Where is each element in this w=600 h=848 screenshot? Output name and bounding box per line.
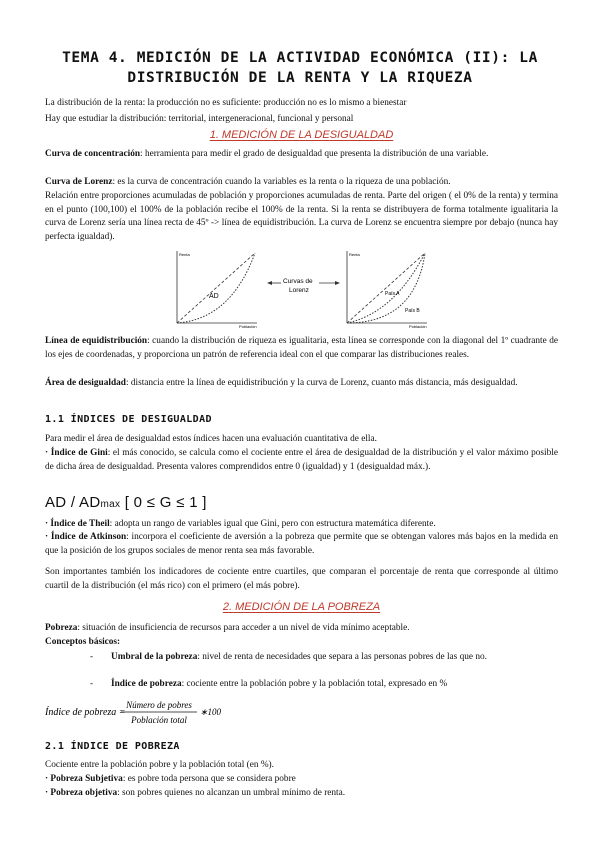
- paragraph-indices-intro: Para medir el área de desigualdad estos índices hacen una evaluación cuantitativa de ella.: [45, 434, 377, 444]
- paragraph-equidistribucion: [45, 335, 558, 362]
- paragraph-pobreza-subjetiva: [45, 773, 558, 787]
- figure-background: [169, 247, 459, 331]
- section-heading-pobreza: 2. MEDICIÓN DE LA POBREZA: [222, 601, 381, 613]
- term-equidistribucion: Línea de equidistribución: [45, 336, 148, 346]
- subsection-heading-indice-pobreza: 2.1 ÍNDICE DE POBREZA: [45, 741, 180, 752]
- text-equidistribucion: : cuando la distribución de riqueza es igualitaria, esta línea se corresponde con la diagonal del 1º cuadrante de los ejes de coordenadas, y proporciona un patrón de referencia ideal con el que comparar las distribuciones reales.: [45, 336, 558, 360]
- paragraph-conceptos: [45, 636, 558, 650]
- right-x-label: Población: [409, 324, 427, 329]
- term-conceptos: Conceptos básicos:: [45, 637, 121, 647]
- left-x-label: Población: [239, 324, 257, 329]
- subsection-heading-indices: 1.1 ÍNDICES DE DESIGUALDAD: [45, 414, 212, 425]
- center-label-2: Lorenz: [289, 287, 309, 294]
- text-umbral: : nivel de renta de necesidades que separa a las personas pobres de las que no.: [197, 652, 487, 662]
- term-indice-pobreza: Índice de pobreza: [111, 679, 182, 689]
- paragraph-pobreza: [45, 622, 558, 636]
- paragraph-curva-concentracion: [45, 148, 558, 162]
- text-theil: : adopta un rango de variables igual que Gini, pero con estructura matemática diferente.: [109, 519, 436, 529]
- term-pobreza-subjetiva: · Pobreza Subjetiva: [45, 774, 123, 784]
- paragraph-lorenz-relacion: Relación entre proporciones acumuladas de población y proporciones acumuladas de renta. Parte del origen ( el 0% de la renta) y termina en el punto (100,100) el 100% de la población recibe el 100% de la renta. Si la renta se distribuyera de forma totalmente igualitaria la curva de Lorenz sería una línea recta de 45º -> línea de equidistribución. La curva de Lorenz se encuentra siempre por debajo (nunca hay perfecta igualdad).: [45, 191, 558, 242]
- paragraph-area-desigualdad: [45, 377, 558, 391]
- paragraph-cociente: Cociente entre la población pobre y la población total (en %).: [45, 760, 274, 770]
- list-item-indice-pobreza: [92, 678, 558, 692]
- paragraph-gini: [45, 447, 558, 474]
- gini-formula-subscript: max: [100, 499, 121, 510]
- equation-denominator: Población total: [131, 715, 187, 725]
- term-umbral: Umbral de la pobreza: [111, 652, 198, 662]
- title-line-2: DISTRIBUCIÓN DE LA RENTA Y LA RIQUEZA: [127, 70, 473, 86]
- equation-multiplier: ∗100: [200, 707, 222, 717]
- term-curva-lorenz: Curva de Lorenz: [45, 177, 113, 187]
- text-pobreza: : situación de insuficiencia de recursos para acceder a un nivel de vida mínimo aceptable.: [77, 623, 410, 633]
- intro-paragraph-1: La distribución de la renta: la producción no es suficiente: producción no es lo mismo a bienestar: [45, 98, 407, 108]
- gini-formula: [45, 494, 207, 511]
- paragraph-cuartiles: Son importantes también los indicadores de cociente entre cuartiles, que comparan el porcentaje de renta que corresponde al último cuartil de la distribución (el más rico) con el primero (el más pobre).: [45, 567, 558, 591]
- list-item-indice-pobreza-text: [111, 678, 558, 692]
- text-curva-concentracion: : herramienta para medir el grado de desigualdad que presenta la distribución de una variable.: [140, 149, 489, 159]
- right-curve-b-label: País B: [405, 308, 420, 314]
- term-atkinson: · Índice de Atkinson: [45, 532, 127, 542]
- term-curva-concentracion: Curva de concentración: [45, 149, 141, 159]
- paragraph-theil: [45, 518, 558, 532]
- right-curve-a-label: País A: [385, 291, 400, 297]
- text-pobreza-subjetiva: : es pobre toda persona que se considera pobre: [122, 774, 296, 784]
- paragraph-pobreza-objetiva: [45, 787, 558, 801]
- term-area-desigualdad: Área de desigualdad: [45, 378, 126, 388]
- poverty-index-equation: [45, 696, 245, 728]
- paragraph-curva-lorenz: [45, 176, 558, 190]
- term-pobreza: Pobreza: [45, 623, 78, 633]
- list-item-umbral: [92, 651, 558, 679]
- left-area-label: AD: [209, 293, 219, 300]
- gini-formula-range: [ 0 ≤ G ≤ 1 ]: [120, 494, 207, 511]
- left-y-label: Renta: [179, 252, 190, 257]
- intro-paragraph-2: Hay que estudiar la distribución: territorial, intergeneracional, funcional y personal: [45, 114, 354, 124]
- bullet-dash: -: [90, 652, 94, 662]
- term-gini: · Índice de Gini: [45, 448, 108, 458]
- center-label-1: Curvas de: [283, 278, 313, 285]
- paragraph-atkinson: [45, 531, 558, 558]
- equation-numerator: Número de pobres: [126, 700, 192, 710]
- text-gini: : el más conocido, se calcula como el cociente entre el área de desigualdad de la distribución y el valor máximo posible de dicha área de desigualdad. Presenta valores comprendidos entre 0 (igualdad) y 1 (desigualdad máx.).: [45, 448, 558, 472]
- section-heading-desigualdad: 1. MEDICIÓN DE LA DESIGUALDAD: [209, 129, 394, 141]
- page-title: [30, 48, 570, 88]
- right-y-label: Renta: [349, 252, 360, 257]
- text-area-desigualdad: : distancia entre la línea de equidistribución y la curva de Lorenz, cuanto más distancia, más desigualdad.: [125, 378, 518, 388]
- gini-formula-main: AD / AD: [45, 494, 101, 511]
- text-pobreza-objetiva: : son pobres quienes no alcanzan un umbral mínimo de renta.: [117, 788, 346, 798]
- term-theil: · Índice de Theil: [45, 519, 110, 529]
- title-line-1: TEMA 4. MEDICIÓN DE LA ACTIVIDAD ECONÓMICA (II): LA: [62, 50, 538, 66]
- bullet-dash: -: [90, 679, 94, 689]
- lorenz-curves-figure: [169, 247, 459, 331]
- text-curva-lorenz: : es la curva de concentración cuando la variables es la renta o la riqueza de una población.: [112, 177, 451, 187]
- text-indice-pobreza: : cociente entre la población pobre y la población total, expresado en %: [181, 679, 448, 689]
- term-pobreza-objetiva: · Pobreza objetiva: [45, 788, 118, 798]
- list-item-umbral-text: [111, 651, 558, 665]
- text-atkinson: : incorpora el coeficiente de aversión a la pobreza que permite que se obtengan valores más bajos en la medida en que la posición de los grupos sociales de menor renta sea más favorable.: [45, 532, 558, 556]
- equation-lhs: Índice de pobreza =: [45, 707, 126, 718]
